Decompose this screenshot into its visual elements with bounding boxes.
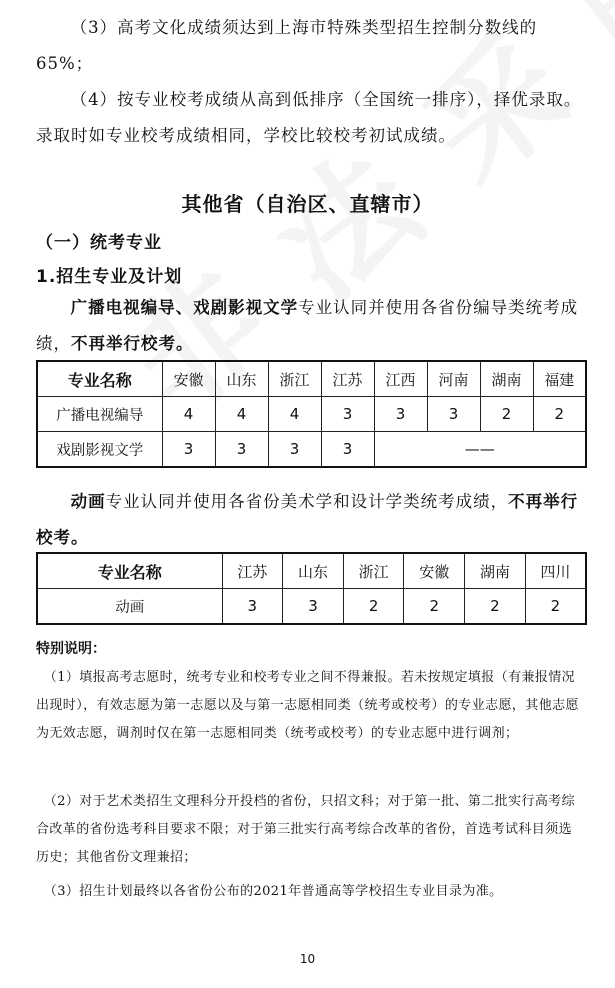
col-header-province: 山东: [283, 553, 344, 589]
no-school-exam-note: 不再举行校考。: [36, 492, 579, 547]
table-row: [37, 397, 586, 432]
col-header-province: 浙江: [268, 361, 321, 397]
table-cell: 2: [533, 397, 586, 432]
col-header-province: 安徽: [404, 553, 465, 589]
table-cell: 2: [525, 589, 586, 625]
section-title: 其他省（自治区、直辖市）: [181, 192, 434, 216]
table-cell: 3: [427, 397, 480, 432]
table-cell: 4: [162, 397, 215, 432]
table-cell: 3: [162, 432, 215, 468]
bold-majors: 广播电视编导、戏剧影视文学: [70, 298, 299, 317]
subsection-title: （一）统考专业: [36, 233, 162, 253]
table-cell: 3: [374, 397, 427, 432]
row-label-major: 戏剧影视文学: [37, 432, 162, 468]
table-cell: 4: [268, 397, 321, 432]
notes-title: 特别说明：: [36, 641, 106, 657]
item-title: 1.招生专业及计划: [36, 267, 183, 287]
table-header-row: [37, 553, 586, 589]
table-row: [37, 432, 586, 468]
col-header-province: 山东: [215, 361, 268, 397]
col-header-province: 河南: [427, 361, 480, 397]
table-cell: 3: [321, 432, 374, 468]
no-school-exam-note: 不再举行校考。: [71, 334, 194, 353]
note-item: （1）填报高考志愿时，统考专业和校考专业之间不得兼报。若未按规定填报（有兼报情况出现时），有效志愿为第一志愿以及与第一志愿相同类（统考或校考）的专业志愿，其他志愿为无效志愿，调剂时仅在第一志愿相同类（统考或校考）的专业志愿中进行调剂；: [36, 670, 579, 741]
col-header-major: 专业名称: [37, 553, 222, 589]
table-cell: 3: [283, 589, 344, 625]
note-item: （3）招生计划最终以各省份公布的2021年普通高等学校招生专业目录为准。: [43, 884, 503, 899]
col-header-province: 湖南: [480, 361, 533, 397]
col-header-province: 安徽: [162, 361, 215, 397]
paragraph-score-requirement: （3）高考文化成绩须达到上海市特殊类型招生控制分数线的65%；: [36, 18, 538, 73]
table-cell: 4: [215, 397, 268, 432]
row-label-major: 动画: [37, 589, 222, 625]
plan-table-broadcast: [36, 360, 587, 468]
paragraph-ranking-rule: （4）按专业校考成绩从高到低排序（全国统一排序），择优录取。录取时如专业校考成绩相同，学校比较校考初试成绩。: [36, 90, 582, 145]
paragraph-broadcast-majors: [36, 290, 584, 362]
col-header-province: 江苏: [222, 553, 283, 589]
table-header-row: [37, 361, 586, 397]
plan-table-animation: [36, 552, 587, 625]
col-header-province: 湖南: [465, 553, 526, 589]
note-item: （2）对于艺术类招生文理科分开投档的省份，只招文科；对于第一批、第二批实行高考综合改革的省份选考科目要求不限；对于第三批实行高考综合改革的省份，首选考试科目须选历史；其他省份文理兼招；: [36, 794, 576, 865]
table-cell: 3: [215, 432, 268, 468]
broadcast-middle-text: 专业认同并使用各省份编导类统考成绩，: [36, 298, 579, 353]
page-number: 10: [299, 952, 316, 966]
table-cell-not-offered: ——: [374, 432, 586, 468]
table-cell: 3: [222, 589, 283, 625]
table-cell: 2: [343, 589, 404, 625]
table-cell: 2: [480, 397, 533, 432]
col-header-province: 江苏: [321, 361, 374, 397]
table-cell: 2: [404, 589, 465, 625]
table-cell: 2: [465, 589, 526, 625]
row-label-major: 广播电视编导: [37, 397, 162, 432]
col-header-province: 福建: [533, 361, 586, 397]
col-header-major: 专业名称: [37, 361, 162, 397]
table-row: [37, 589, 586, 625]
table-cell: 3: [268, 432, 321, 468]
bold-major-animation: 动画: [70, 492, 106, 511]
animation-middle-text: 专业认同并使用各省份美术学和设计学类统考成绩，: [105, 492, 509, 511]
col-header-province: 浙江: [343, 553, 404, 589]
table-cell: 3: [321, 397, 374, 432]
paragraph-animation-major: [36, 484, 584, 556]
col-header-province: 四川: [525, 553, 586, 589]
col-header-province: 江西: [374, 361, 427, 397]
